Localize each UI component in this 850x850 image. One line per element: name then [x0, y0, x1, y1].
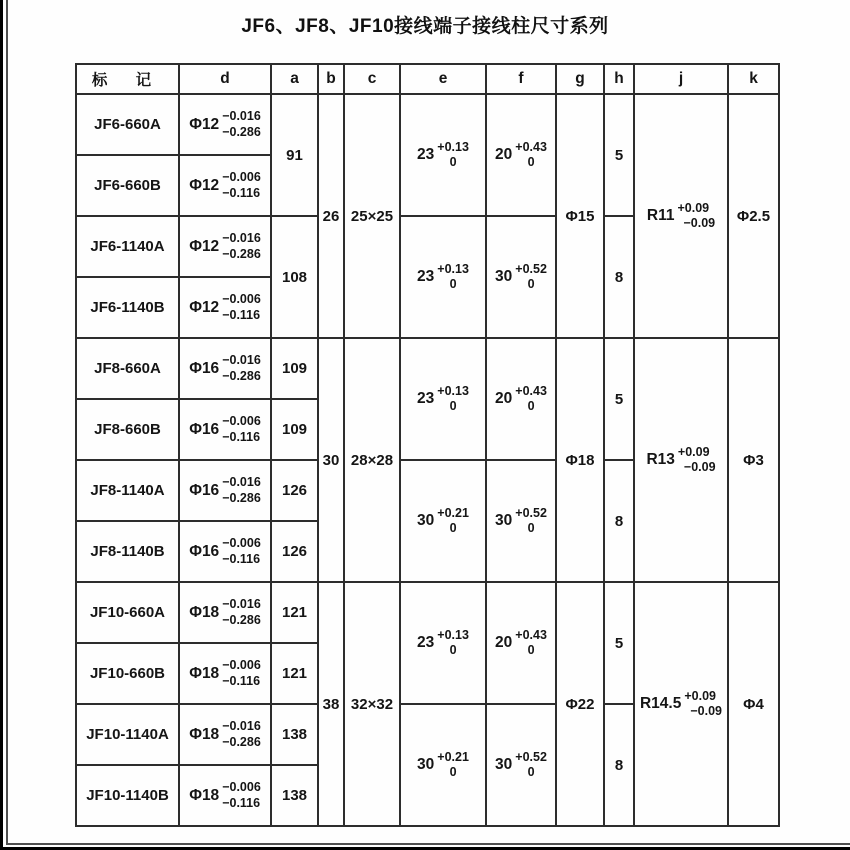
- tolerance-lower: −0.116: [222, 429, 261, 444]
- cell-b: 26: [318, 94, 344, 338]
- cell-mark: JF8-660B: [76, 399, 179, 460]
- tolerance-upper: +0.13: [437, 383, 469, 398]
- dimension-nominal: 30: [417, 756, 435, 773]
- tolerance-upper: +0.21: [437, 749, 469, 764]
- dimension-value: [646, 445, 715, 476]
- dimension-tolerance: [437, 140, 469, 171]
- cell-d: [179, 399, 271, 460]
- column-header-c: c: [344, 64, 400, 94]
- dimension-value: [417, 506, 469, 537]
- dimension-tolerance: [684, 689, 722, 720]
- table-row: [76, 338, 779, 399]
- tolerance-upper: +0.13: [437, 627, 469, 642]
- column-header-k: k: [728, 64, 779, 94]
- tolerance-lower: −0.116: [222, 551, 261, 566]
- dimension-tolerance: [222, 231, 261, 262]
- dimension-value: [495, 262, 547, 293]
- tolerance-lower: −0.09: [690, 704, 722, 718]
- column-header-j: j: [634, 64, 728, 94]
- cell-g: Φ15: [556, 94, 604, 338]
- dimension-tolerance: [222, 475, 261, 506]
- dimension-tolerance: [222, 414, 261, 445]
- cell-g: Φ18: [556, 338, 604, 582]
- dimension-nominal: Φ18: [189, 786, 220, 804]
- dimension-tolerance: [515, 628, 547, 659]
- tolerance-upper: −0.016: [222, 475, 261, 490]
- tolerance-lower: −0.116: [222, 673, 261, 688]
- cell-a: 108: [271, 216, 318, 338]
- dimension-nominal: 20: [495, 390, 513, 407]
- tolerance-upper: +0.21: [437, 505, 469, 520]
- tolerance-lower: 0: [527, 765, 535, 779]
- tolerance-lower: 0: [449, 643, 457, 657]
- tolerance-upper: −0.016: [222, 353, 261, 368]
- dimension-tolerance: [222, 353, 261, 384]
- dimension-tolerance: [437, 262, 469, 293]
- cell-c: 28×28: [344, 338, 400, 582]
- dimension-nominal: R14.5: [639, 695, 682, 712]
- cell-a: 121: [271, 582, 318, 643]
- dimension-value: [189, 414, 261, 445]
- tolerance-lower: 0: [527, 399, 535, 413]
- cell-a: 138: [271, 765, 318, 826]
- dimension-nominal: Φ18: [189, 603, 220, 621]
- cell-j: [634, 582, 728, 826]
- cell-h: 5: [604, 582, 634, 704]
- dimension-tolerance: [515, 750, 547, 781]
- tolerance-lower: −0.116: [222, 795, 261, 810]
- tolerance-lower: 0: [449, 399, 457, 413]
- cell-e: [400, 94, 486, 216]
- cell-a: 126: [271, 460, 318, 521]
- dimension-nominal: 23: [417, 146, 435, 163]
- tolerance-lower: −0.286: [222, 246, 261, 261]
- dimension-value: [495, 750, 547, 781]
- tolerance-upper: +0.52: [515, 261, 547, 276]
- dimension-nominal: 30: [495, 512, 513, 529]
- dimension-value: [189, 109, 261, 140]
- column-header-g: g: [556, 64, 604, 94]
- cell-k: Φ4: [728, 582, 779, 826]
- tolerance-lower: −0.286: [222, 612, 261, 627]
- cell-k: Φ3: [728, 338, 779, 582]
- cell-h: 5: [604, 94, 634, 216]
- cell-f: [486, 338, 556, 460]
- tolerance-lower: −0.09: [683, 460, 716, 474]
- cell-e: [400, 216, 486, 338]
- cell-f: [486, 460, 556, 582]
- tolerance-upper: −0.006: [222, 414, 261, 429]
- dimension-nominal: R11: [646, 207, 675, 224]
- scan-edge-left: [0, 0, 3, 850]
- dimension-value: [417, 384, 469, 415]
- cell-c: 25×25: [344, 94, 400, 338]
- tolerance-upper: −0.006: [222, 170, 261, 185]
- dimension-tolerance: [437, 506, 469, 537]
- page-title: JF6、JF8、JF10接线端子接线柱尺寸系列: [241, 16, 609, 37]
- dimension-nominal: Φ16: [189, 481, 220, 499]
- cell-c: 32×32: [344, 582, 400, 826]
- cell-h: 8: [604, 460, 634, 582]
- dimension-tolerance: [677, 201, 715, 232]
- dimension-value: [495, 506, 547, 537]
- dimension-nominal: Φ12: [189, 298, 220, 316]
- cell-k: Φ2.5: [728, 94, 779, 338]
- cell-mark: JF10-1140A: [76, 704, 179, 765]
- dimension-tolerance: [678, 445, 716, 476]
- dimension-tolerance: [222, 536, 261, 567]
- tolerance-lower: −0.286: [222, 124, 261, 139]
- cell-mark: JF8-1140B: [76, 521, 179, 582]
- dimension-value: [189, 719, 261, 750]
- dimension-value: [495, 140, 547, 171]
- dimension-nominal: Φ16: [189, 420, 220, 438]
- dimension-nominal: 30: [495, 756, 513, 773]
- tolerance-upper: −0.016: [222, 231, 261, 246]
- dimension-tolerance: [515, 506, 547, 537]
- tolerance-lower: −0.286: [222, 490, 261, 505]
- cell-h: 8: [604, 216, 634, 338]
- tolerance-lower: 0: [449, 765, 457, 779]
- cell-f: [486, 94, 556, 216]
- dimension-spec-table: [75, 63, 780, 827]
- dimension-value: [189, 231, 261, 262]
- cell-g: Φ22: [556, 582, 604, 826]
- cell-mark: JF6-660A: [76, 94, 179, 155]
- tolerance-upper: +0.09: [677, 200, 710, 215]
- cell-mark: JF10-660A: [76, 582, 179, 643]
- cell-mark: JF6-1140B: [76, 277, 179, 338]
- dimension-value: [495, 628, 547, 659]
- dimension-nominal: Φ18: [189, 725, 220, 743]
- dimension-tolerance: [515, 262, 547, 293]
- cell-mark: JF10-660B: [76, 643, 179, 704]
- tolerance-upper: +0.52: [515, 505, 547, 520]
- page-frame-bottom-line: [6, 843, 850, 845]
- dimension-nominal: Φ18: [189, 664, 220, 682]
- cell-mark: JF6-660B: [76, 155, 179, 216]
- cell-a: 138: [271, 704, 318, 765]
- tolerance-lower: −0.116: [222, 185, 261, 200]
- tolerance-upper: −0.006: [222, 292, 261, 307]
- tolerance-upper: +0.43: [515, 139, 547, 154]
- tolerance-upper: +0.09: [677, 444, 710, 459]
- dimension-tolerance: [222, 109, 261, 140]
- cell-mark: JF8-1140A: [76, 460, 179, 521]
- tolerance-lower: 0: [449, 521, 457, 535]
- dimension-value: [189, 536, 261, 567]
- cell-e: [400, 582, 486, 704]
- cell-d: [179, 216, 271, 277]
- dimension-tolerance: [222, 292, 261, 323]
- cell-a: 109: [271, 338, 318, 399]
- cell-a: 91: [271, 94, 318, 216]
- cell-f: [486, 582, 556, 704]
- cell-mark: JF10-1140B: [76, 765, 179, 826]
- dimension-value: [189, 170, 261, 201]
- dimension-tolerance: [222, 658, 261, 689]
- tolerance-lower: −0.09: [683, 216, 716, 230]
- dimension-value: [417, 750, 469, 781]
- dimension-tolerance: [222, 597, 261, 628]
- tolerance-upper: +0.13: [437, 139, 469, 154]
- tolerance-lower: 0: [449, 155, 457, 169]
- tolerance-upper: −0.016: [222, 719, 261, 734]
- cell-h: 8: [604, 704, 634, 826]
- tolerance-lower: 0: [527, 277, 535, 291]
- dimension-nominal: 30: [495, 268, 513, 285]
- cell-d: [179, 643, 271, 704]
- tolerance-lower: −0.286: [222, 368, 261, 383]
- table-row: [76, 582, 779, 643]
- dimension-nominal: 20: [495, 634, 513, 651]
- dimension-value: [417, 628, 469, 659]
- dimension-tolerance: [437, 750, 469, 781]
- page-frame-left-line: [6, 0, 8, 845]
- cell-a: 121: [271, 643, 318, 704]
- tolerance-upper: −0.006: [222, 536, 261, 551]
- tolerance-lower: 0: [449, 277, 457, 291]
- cell-h: 5: [604, 338, 634, 460]
- dimension-tolerance: [437, 628, 469, 659]
- dimension-nominal: 23: [417, 390, 435, 407]
- column-header-e: e: [400, 64, 486, 94]
- tolerance-upper: +0.09: [684, 688, 716, 703]
- column-header-d: d: [179, 64, 271, 94]
- dimension-tolerance: [222, 719, 261, 750]
- tolerance-upper: +0.52: [515, 749, 547, 764]
- dimension-tolerance: [222, 780, 261, 811]
- tolerance-upper: −0.016: [222, 109, 261, 124]
- dimension-nominal: 30: [417, 512, 435, 529]
- dimension-nominal: 23: [417, 634, 435, 651]
- dimension-value: [647, 201, 715, 232]
- dimension-nominal: R13: [646, 451, 675, 468]
- dimension-nominal: Φ12: [189, 176, 220, 194]
- cell-a: 109: [271, 399, 318, 460]
- dimension-value: [495, 384, 547, 415]
- cell-j: [634, 338, 728, 582]
- tolerance-lower: 0: [527, 521, 535, 535]
- dimension-value: [417, 140, 469, 171]
- cell-d: [179, 582, 271, 643]
- column-header-h: h: [604, 64, 634, 94]
- cell-j: [634, 94, 728, 338]
- column-header-mark: 标 记: [76, 64, 179, 94]
- tolerance-lower: −0.116: [222, 307, 261, 322]
- dimension-tolerance: [515, 140, 547, 171]
- cell-e: [400, 460, 486, 582]
- cell-mark: JF6-1140A: [76, 216, 179, 277]
- cell-d: [179, 277, 271, 338]
- tolerance-upper: +0.43: [515, 627, 547, 642]
- tolerance-upper: +0.43: [515, 383, 547, 398]
- cell-d: [179, 460, 271, 521]
- cell-b: 38: [318, 582, 344, 826]
- dimension-nominal: 23: [417, 268, 435, 285]
- dimension-nominal: Φ16: [189, 359, 220, 377]
- dimension-value: [189, 475, 261, 506]
- cell-b: 30: [318, 338, 344, 582]
- cell-d: [179, 765, 271, 826]
- dimension-value: [189, 658, 261, 689]
- dimension-tolerance: [437, 384, 469, 415]
- dimension-nominal: Φ12: [189, 237, 220, 255]
- cell-e: [400, 704, 486, 826]
- cell-d: [179, 338, 271, 399]
- cell-f: [486, 216, 556, 338]
- table-header-row: [76, 64, 779, 94]
- dimension-value: [189, 597, 261, 628]
- table-row: [76, 94, 779, 155]
- column-header-b: b: [318, 64, 344, 94]
- cell-mark: JF8-660A: [76, 338, 179, 399]
- tolerance-upper: −0.006: [222, 658, 261, 673]
- dimension-tolerance: [515, 384, 547, 415]
- tolerance-upper: −0.006: [222, 780, 261, 795]
- tolerance-upper: −0.016: [222, 597, 261, 612]
- tolerance-lower: −0.286: [222, 734, 261, 749]
- dimension-value: [640, 689, 722, 720]
- tolerance-upper: +0.13: [437, 261, 469, 276]
- cell-d: [179, 521, 271, 582]
- dimension-nominal: Φ16: [189, 542, 220, 560]
- dimension-nominal: 20: [495, 146, 513, 163]
- tolerance-lower: 0: [527, 155, 535, 169]
- cell-d: [179, 704, 271, 765]
- column-header-a: a: [271, 64, 318, 94]
- column-header-f: f: [486, 64, 556, 94]
- dimension-nominal: Φ12: [189, 115, 220, 133]
- dimension-tolerance: [222, 170, 261, 201]
- cell-d: [179, 94, 271, 155]
- dimension-value: [189, 292, 261, 323]
- dimension-value: [417, 262, 469, 293]
- tolerance-lower: 0: [527, 643, 535, 657]
- cell-f: [486, 704, 556, 826]
- cell-e: [400, 338, 486, 460]
- dimension-value: [189, 353, 261, 384]
- dimension-value: [189, 780, 261, 811]
- cell-d: [179, 155, 271, 216]
- cell-a: 126: [271, 521, 318, 582]
